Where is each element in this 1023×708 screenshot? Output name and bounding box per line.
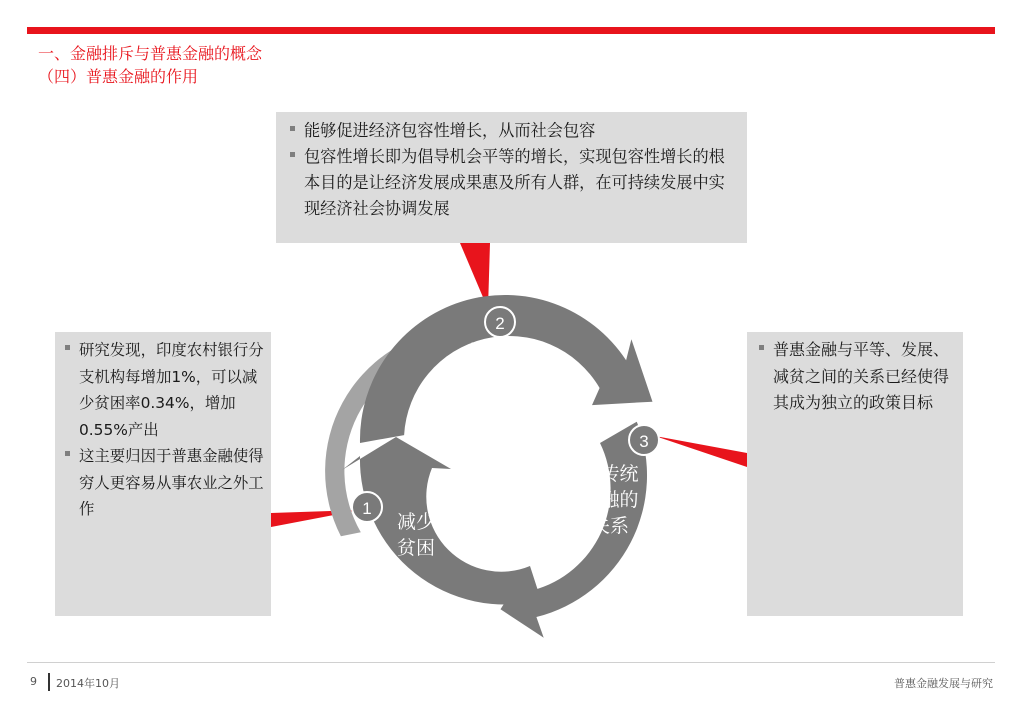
- callout-box-left: [55, 332, 271, 616]
- step-badge-3: [629, 425, 659, 455]
- step-number-3: 3: [639, 432, 649, 451]
- bullet-item: [59, 337, 265, 443]
- bullet-square-icon: [65, 451, 70, 456]
- step-number-2: 2: [495, 314, 505, 333]
- bullet-item: [284, 118, 737, 144]
- segment-3-label-line2: 金融的: [581, 489, 639, 511]
- footer-separator: [48, 673, 50, 691]
- bullet-text: 能够促进经济包容性增长，从而社会包容: [304, 121, 596, 140]
- callout-box-right: [747, 332, 963, 616]
- segment-1-label-line2: 贫困: [396, 537, 436, 559]
- page-subtitle: （四）普惠金融的作用: [38, 67, 199, 86]
- step-badge-1: [352, 492, 382, 522]
- page-number: 9: [30, 675, 37, 688]
- step-badge-2: [485, 307, 515, 337]
- bullet-square-icon: [290, 126, 295, 131]
- bullet-text: 包容性增长即为倡导机会平等的增长，实现包容性增长的根本目的是让经济发展成果惠及所有人群，在可持续发展中实现经济社会协调发展: [304, 147, 725, 218]
- footer-date: 2014年10月: [56, 677, 120, 690]
- step-number-1: 1: [362, 499, 372, 518]
- bullet-item: [753, 337, 957, 417]
- segment-3-label-line1: 与传统: [581, 463, 639, 485]
- bullet-item: [59, 443, 265, 523]
- bullet-text: 研究发现，印度农村银行分支机构每增加1%，可以减少贫困率0.34%，增加0.55%产出: [79, 341, 264, 439]
- segment-1-label-line1: 减少: [396, 511, 436, 533]
- bullet-square-icon: [65, 345, 70, 350]
- footer-divider: [27, 662, 995, 663]
- segment-3-label-line3: 关系: [590, 515, 630, 537]
- segment-2-label-line2: 包容性增长: [457, 367, 553, 389]
- bullet-text: 这主要归因于普惠金融使得穷人更容易从事农业之外工作: [79, 447, 264, 518]
- page-title: 一、金融排斥与普惠金融的概念: [38, 44, 263, 63]
- bullet-item: [284, 144, 737, 222]
- callout-pointer-right: [655, 436, 747, 467]
- callout-box-top: [276, 112, 747, 243]
- bullet-square-icon: [759, 345, 764, 350]
- bullet-square-icon: [290, 152, 295, 157]
- segment-2-label-line1: 促进经济: [466, 341, 544, 363]
- bullet-text: 普惠金融与平等、发展、减贫之间的关系已经使得其成为独立的政策目标: [773, 340, 950, 412]
- footer-doc-title: 普惠金融发展与研究: [894, 677, 993, 690]
